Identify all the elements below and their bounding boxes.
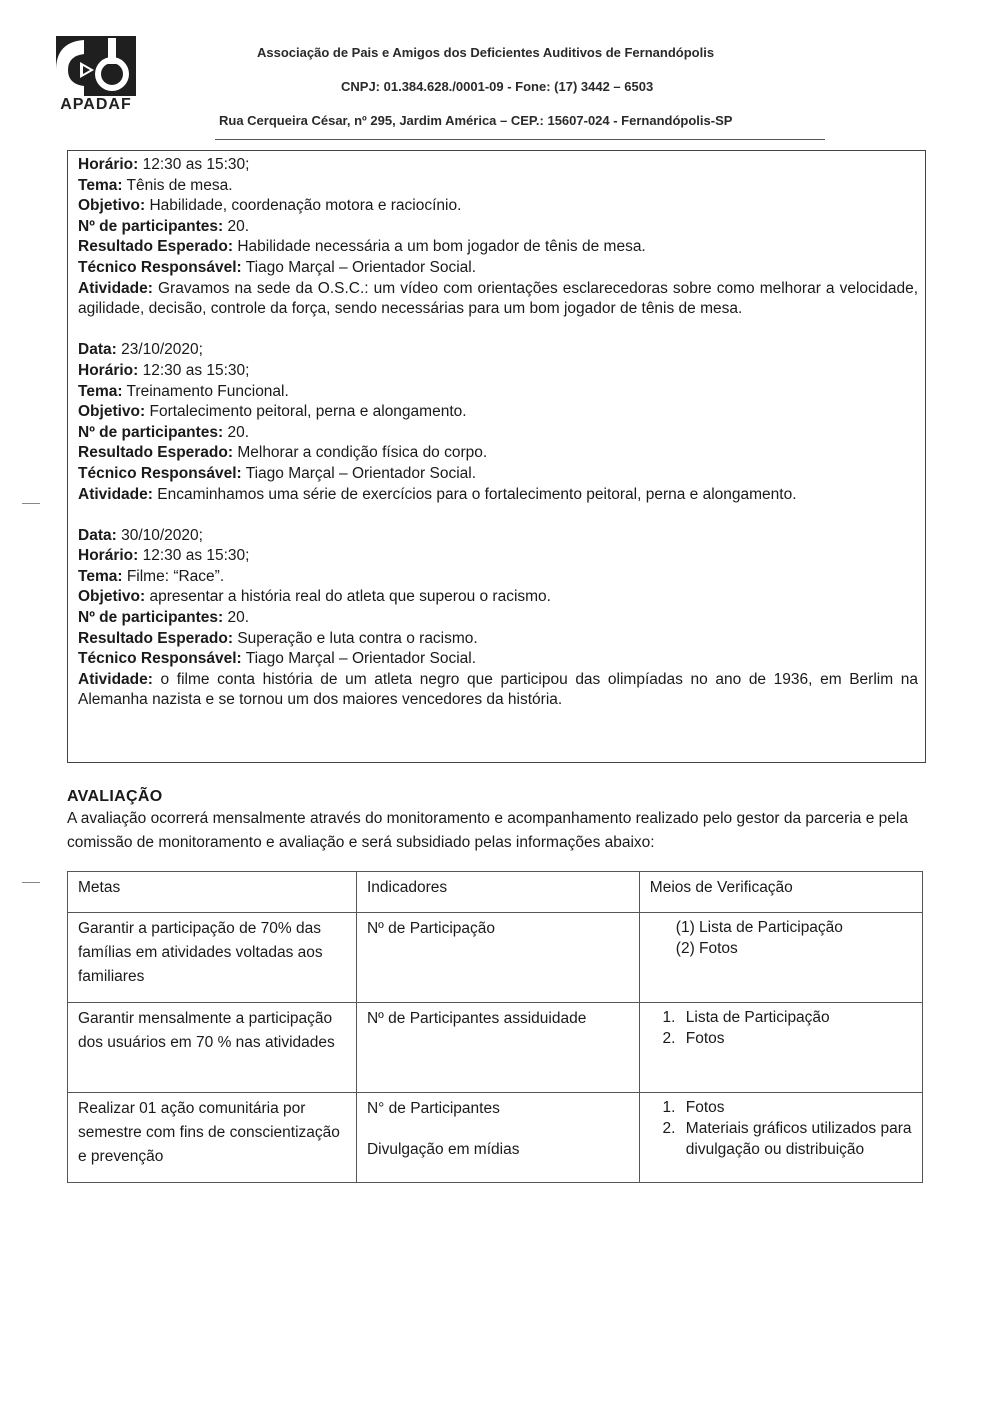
- indicator-item: Nº de Participação: [366, 920, 495, 937]
- activity-line: Atividade: Gravamos na sede da O.S.C.: um vídeo com orientações esclarecedoras sobre como melhorar a velocidade, agilidade, decisão, controle da força, sendo necessárias para um bom jogador de tênis de mesa.: [78, 279, 918, 318]
- indicator-item: Nº de Participantes assiduidade: [366, 1010, 587, 1027]
- logo-text: APADAF: [60, 96, 132, 113]
- evaluation-section: [67, 787, 937, 855]
- margin-mark: [22, 882, 40, 883]
- activity-line: Nº de participantes: 20.: [78, 609, 250, 627]
- activity-line: Técnico Responsável: Tiago Marçal – Orientador Social.: [78, 650, 477, 668]
- evaluation-text: A avaliação ocorrerá mensalmente através do monitoramento e acompanhamento realizado pelo gestor da parceria e pela comissão de monitoramento e avaliação e será subsidiado pelas informações abaixo:: [67, 810, 908, 851]
- activity-line: Data: 23/10/2020;: [78, 341, 203, 359]
- table-row: [68, 1003, 923, 1093]
- verification-list: [650, 917, 914, 959]
- activity-entry: [78, 340, 918, 505]
- activity-line: Nº de participantes: 20.: [78, 217, 250, 235]
- column-header-meios: Meios de Verificação: [639, 872, 922, 913]
- activity-line: Objetivo: Habilidade, coordenação motora e raciocínio.: [78, 197, 462, 215]
- activity-line: Técnico Responsável: Tiago Marçal – Orientador Social.: [78, 464, 477, 482]
- activity-entry: [78, 526, 918, 711]
- indicator-item: N° de Participantes: [366, 1100, 500, 1117]
- indicator-cell: [356, 1003, 639, 1093]
- activity-line: Nº de participantes: 20.: [78, 423, 250, 441]
- activity-line: Horário: 12:30 as 15:30;: [78, 361, 250, 379]
- activity-line: Tema: Filme: “Race”.: [78, 567, 225, 585]
- column-header-indicadores: Indicadores: [356, 872, 639, 913]
- activities-content: [78, 155, 918, 711]
- activity-line: Tema: Tênis de mesa.: [78, 176, 233, 194]
- table-header-row: [68, 872, 923, 913]
- meta-cell: Garantir a participação de 70% das famílias em atividades voltadas aos familiares: [68, 913, 357, 1003]
- goals-table: [67, 871, 923, 1183]
- letterhead: [0, 0, 992, 150]
- verification-item: (1) Lista de Participação: [675, 919, 843, 936]
- activity-line: Resultado Esperado: Superação e luta contra o racismo.: [78, 629, 478, 647]
- indicator-spacer: [367, 1121, 631, 1138]
- activity-line: Data: 30/10/2020;: [78, 526, 203, 544]
- verification-item: 2. Materiais gráficos utilizados para divulgação ou distribuição: [680, 1118, 914, 1160]
- column-header-metas: Metas: [68, 872, 357, 913]
- activities-box: [67, 150, 926, 763]
- meta-cell: Garantir mensalmente a participação dos usuários em 70 % nas atividades: [68, 1003, 357, 1093]
- activity-line: Objetivo: apresentar a história real do atleta que superou o racismo.: [78, 588, 551, 606]
- table-row: [68, 913, 923, 1003]
- verification-cell: [639, 1093, 922, 1183]
- verification-item: 2. Fotos: [680, 1028, 914, 1049]
- activity-line: Horário: 12:30 as 15:30;: [78, 156, 250, 173]
- evaluation-title: AVALIAÇÃO: [67, 788, 163, 805]
- header-divider: [215, 139, 825, 140]
- verification-cell: [639, 913, 922, 1003]
- activity-line: Resultado Esperado: Habilidade necessária a um bom jogador de tênis de mesa.: [78, 238, 646, 256]
- verification-list: [650, 1097, 914, 1160]
- activity-line: Resultado Esperado: Melhorar a condição física do corpo.: [78, 444, 488, 462]
- address: Rua Cerqueira César, nº 295, Jardim América – CEP.: 15607-024 - Fernandópolis-SP: [219, 113, 733, 128]
- activity-line: Atividade: Encaminhamos uma série de exercícios para o fortalecimento peitoral, perna e alongamento.: [78, 485, 797, 503]
- verification-item: 1. Lista de Participação: [680, 1007, 914, 1028]
- activity-entry: [78, 155, 918, 320]
- verification-item: (2) Fotos: [675, 940, 738, 957]
- margin-mark: [22, 503, 40, 504]
- activity-line: Atividade: o filme conta história de um atleta negro que participou das olimpíadas no ano de 1936, em Berlim na Alemanha nazista e se tornou um dos maiores vencedores da história.: [78, 670, 918, 709]
- indicator-item: Divulgação em mídias: [366, 1141, 520, 1158]
- verification-cell: [639, 1003, 922, 1093]
- activity-line: Horário: 12:30 as 15:30;: [78, 547, 250, 565]
- table-row: [68, 1093, 923, 1183]
- indicator-cell: [356, 1093, 639, 1183]
- cnpj-phone: CNPJ: 01.384.628./0001-09 - Fone: (17) 3442 – 6503: [341, 79, 654, 94]
- verification-item: 1. Fotos: [680, 1097, 914, 1118]
- verification-list: [650, 1007, 914, 1049]
- activity-line: Tema: Treinamento Funcional.: [78, 382, 289, 400]
- org-name: Associação de Pais e Amigos dos Deficientes Auditivos de Fernandópolis: [257, 45, 715, 60]
- meta-cell: Realizar 01 ação comunitária por semestre com fins de conscientização e prevenção: [68, 1093, 357, 1183]
- indicator-cell: [356, 913, 639, 1003]
- activity-line: Objetivo: Fortalecimento peitoral, perna e alongamento.: [78, 403, 467, 421]
- activity-line: Técnico Responsável: Tiago Marçal – Orientador Social.: [78, 258, 477, 276]
